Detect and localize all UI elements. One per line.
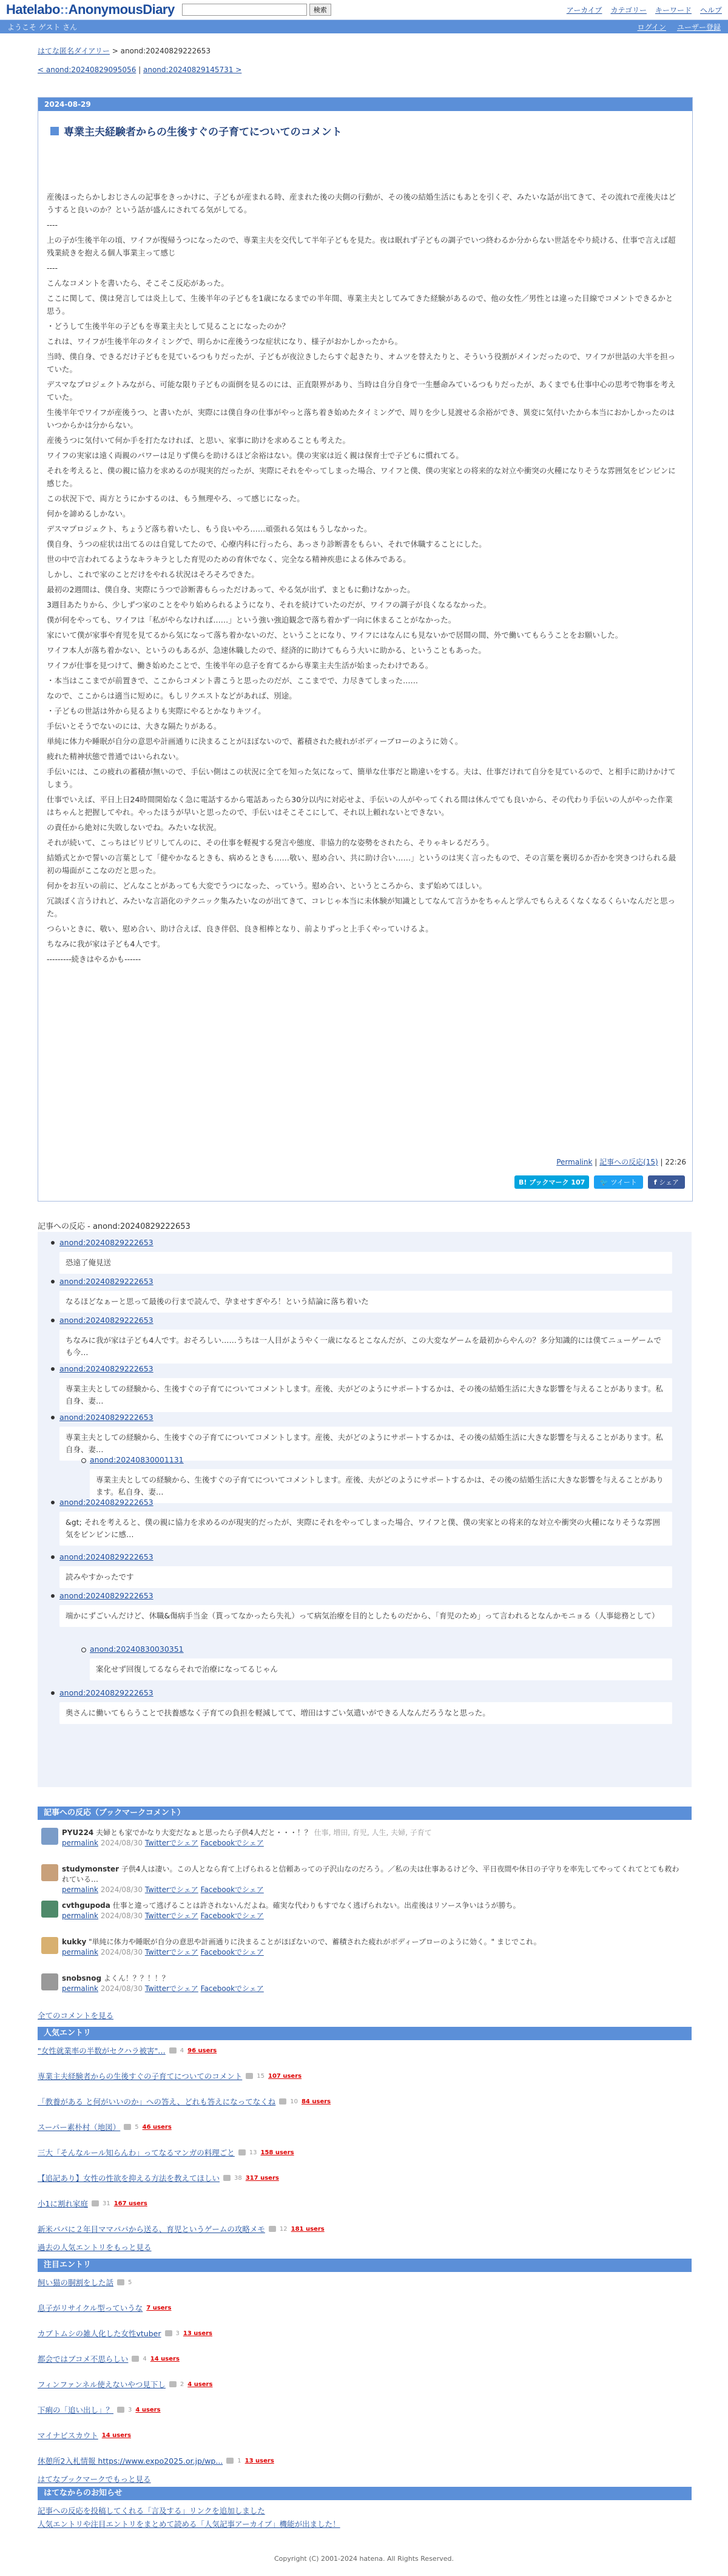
comment-count: 3: [175, 2330, 180, 2337]
comment-bubble-icon: [226, 2458, 234, 2464]
response-item: [59, 1413, 672, 1461]
next-entry-link[interactable]: anond:20240829145731 >: [143, 66, 242, 74]
bookmark-facebook-share[interactable]: Facebookでシェア: [200, 1948, 264, 1956]
breadcrumb-home[interactable]: はてな匿名ダイアリー: [38, 47, 110, 55]
entry-paragraph: ワイフの実家は遠く両親のパワーは足りず僕らを助けるほど余裕はない。僕の実家は近く親は保育士で子どもに慣れてる。: [47, 451, 463, 460]
bookmark-facebook-share[interactable]: Facebookでシェア: [200, 1984, 264, 1993]
entry-title[interactable]: [50, 123, 692, 138]
bookmark-users-count[interactable]: 7 users: [146, 2304, 172, 2311]
bookmark-user[interactable]: snobsnog: [62, 1974, 102, 1983]
comment-count: 2: [180, 2381, 184, 2388]
comment-bubble-icon: [117, 2407, 124, 2413]
comment-count: 5: [128, 2279, 132, 2286]
response-link[interactable]: anond:20240829222653: [59, 1238, 153, 1247]
bullet-icon: [51, 1367, 55, 1371]
nav-help-link[interactable]: ヘルプ: [699, 5, 722, 15]
popular-entry: [38, 2045, 217, 2056]
response-text: 奥さんに働いてもらうことで扶養感なく子育ての負担を軽減してて、増田はすごい気遣いができる人なんだろうなと思った。: [59, 1702, 672, 1724]
login-link[interactable]: ログイン: [637, 22, 666, 32]
bookmark-date: 2024/08/30: [100, 1912, 143, 1920]
user-avatar-icon[interactable]: [41, 1937, 58, 1954]
hot-entry-link[interactable]: 休憩所2入札情報 https://www.expo2025.or.jp/wp...: [38, 2456, 223, 2466]
bookmark-permalink[interactable]: permalink: [62, 1839, 98, 1847]
entry-paragraph: デスマなプロジェクトみながら、可能な限り子どもの面倒を見るのには、正直限界があり、当時は自分自身で一生懸命みているつもりだったが、あくまでも仕事中心の思考で物事を考えていた。: [47, 380, 676, 402]
entry-paragraph: それを考えると、僕の親に協力を求めるのが現実的だったが、実際にそれをやってしまった場合、ワイフと僕、僕の実家との将来的な対立や衝突の火種になりそうな雰囲気をビンビンに感じた。: [47, 466, 676, 488]
hot-entry-link[interactable]: マイナビスカウト: [38, 2431, 98, 2440]
search-input[interactable]: [182, 4, 307, 16]
bullet-icon: [51, 1594, 55, 1598]
entry-title-text: 専業主夫経験者からの生後すぐの子育てについてのコメント: [64, 126, 342, 138]
response-text: 専業主夫としての経験から、生後すぐの子育てについてコメントします。産後、夫がどのようにサポートするかは、その後の結婚生活に大きな影響を与えることがあります。私自身、妻…: [59, 1378, 672, 1412]
search-button[interactable]: 検索: [309, 4, 331, 16]
hot-entry-link[interactable]: 下痢の「追い出し」？: [38, 2405, 114, 2415]
bookmark-users-count[interactable]: 46 users: [142, 2123, 172, 2131]
response-link[interactable]: anond:20240829222653: [59, 1498, 153, 1507]
entry-paragraph: 手伝いには、この疲れの蓄積が無いので、手伝い側はこの状況に全てを知った気になって、簡単な仕事だと勘違いをする。夫は、仕事だけれて自分を見ているので、と相手に助けかけてしまう。: [47, 767, 676, 789]
bookmark-comment-text: "単純に体力や睡眠が自分の意思や計画通りに決まることがほぼないので、蓄積された疲れがボディーブローのように効く。" まじでこれ。: [89, 1938, 541, 1946]
responses-title: 記事への反応 - anond:20240829222653: [38, 1222, 190, 1231]
comment-bubble-icon: [124, 2124, 131, 2130]
entry-box: [38, 97, 693, 1202]
bookmark-comment: [38, 1937, 692, 1969]
bookmark-date: 2024/08/30: [100, 1839, 143, 1847]
response-link[interactable]: anond:20240829222653: [59, 1591, 153, 1600]
hot-entry: [38, 2455, 274, 2466]
nav-category-link[interactable]: カテゴリー: [610, 5, 647, 15]
comment-count: 38: [234, 2174, 242, 2182]
bookmark-users-count[interactable]: 158 users: [260, 2149, 294, 2156]
popular-entry-link[interactable]: 「教養がある と何がいいのか」への答え、どれも答えになってなくね: [38, 2097, 276, 2106]
bookmark-users-count[interactable]: 13 users: [183, 2330, 213, 2337]
response-item: [59, 1316, 672, 1364]
facebook-share-button[interactable]: f シェア: [648, 1175, 685, 1189]
entry-body: [47, 191, 679, 965]
nav-keyword-link[interactable]: キーワード: [655, 5, 692, 15]
entry-paragraph: 何かを諦めるしかない。: [47, 509, 130, 518]
entry-paragraph: つらいときに、敬い、慰め合い、助け合えば、良き伴侶、良き相棒となり、前よりずっと上手くやっていけるよ。: [47, 924, 433, 933]
comment-count: 5: [135, 2123, 139, 2131]
response-link[interactable]: anond:20240829222653: [59, 1413, 153, 1422]
popular-entry-link[interactable]: "女性就業率の半数がセクハラ被害"…: [38, 2046, 166, 2055]
bookmark-button[interactable]: B! ブックマーク 107: [514, 1175, 589, 1189]
response-item: [59, 1688, 672, 1724]
comment-bubble-icon: [92, 2200, 99, 2206]
bookmark-comments-header: 記事への反応（ブックマークコメント）: [38, 1807, 692, 1820]
bookmark-comment: [38, 1828, 692, 1859]
bookmark-users-count[interactable]: 4 users: [187, 2381, 213, 2388]
tweet-label: ツイート: [610, 1178, 637, 1186]
comment-bubble-icon: [246, 2073, 253, 2079]
breadcrumb-current: anond:20240829222653: [120, 47, 211, 55]
hot-entry-link[interactable]: カブトムシの雑人化した女性vtuber: [38, 2329, 161, 2338]
register-link[interactable]: ユーザー登録: [676, 22, 721, 32]
entry-paragraph: 僕が何をやっても、ワイフは「私がやらなければ……」という強い強迫観念で落ち着かず一向に休まることがなかった。: [47, 615, 456, 624]
popular-entry-link[interactable]: 小1に割れ家庭: [38, 2199, 88, 2208]
response-link[interactable]: anond:20240829222653: [59, 1277, 153, 1286]
entry-paragraph: ----: [47, 220, 58, 229]
hot-entry: [38, 2277, 132, 2288]
bullet-icon: [81, 1648, 86, 1652]
notice-item[interactable]: 記事への反応を投稿してくれる「言及する」リンクを追加しました: [38, 2506, 265, 2515]
comment-count: 1: [237, 2457, 241, 2464]
response-text: &gt; それを考えると、僕の親に協力を求めるのが現実的だったが、実際にそれをやってしまった場合、ワイフと僕、僕の実家との将来的な対立や衝突の火種になりそうな雰囲気をビンビンに感…: [59, 1512, 672, 1546]
top-nav: [567, 5, 722, 15]
nav-archive-link[interactable]: アーカイブ: [566, 5, 602, 15]
response-link[interactable]: anond:20240829222653: [59, 1316, 153, 1325]
entry-paragraph: 疲れた精神状態で普通ではいられない。: [47, 752, 184, 761]
bookmark-comment: [38, 1901, 692, 1932]
response-text: 読みやすかったです: [59, 1566, 672, 1588]
bullet-icon: [81, 1458, 86, 1463]
bookmark-permalink[interactable]: permalink: [62, 1912, 98, 1920]
responses-link[interactable]: 記事への反応(15): [599, 1158, 658, 1166]
comment-count: 31: [102, 2200, 110, 2207]
bullet-icon: [51, 1241, 55, 1245]
response-item: [59, 1552, 672, 1588]
hot-entry-link[interactable]: 都会ではブコメ不思らしい: [38, 2355, 129, 2364]
bullet-icon: [51, 1501, 55, 1504]
popular-entry: [38, 2172, 279, 2183]
popular-entry: [38, 2096, 331, 2107]
entry-paragraph: なので、ここからは適当に短めに。もしリクエストなどがあれば、別途。: [47, 691, 297, 700]
response-item: [59, 1364, 672, 1412]
comment-count: 3: [128, 2406, 132, 2413]
bookmark-twitter-share[interactable]: Twitterでシェア: [144, 1885, 198, 1894]
entry-paragraph: 産後ほったらかしおじさんの記事をきっかけに、子どもが産まれる時、産まれた後の夫側の行動が、その後の結婚生活にもあとを引くぞ、みたいな話が出てきて、その流れで産後夫はどうすると良いのか？という話が盛んにされてる気がしてる。: [47, 192, 676, 214]
hot-entry: [38, 2302, 171, 2313]
hot-header: 注目エントリ: [38, 2259, 692, 2272]
logo-separator: ::: [59, 2, 69, 17]
tweet-button[interactable]: 🐦 ツイート: [594, 1175, 643, 1189]
bullet-icon: [51, 1280, 55, 1283]
bookmark-twitter-share[interactable]: Twitterでシェア: [144, 1839, 198, 1847]
hot-entry: [38, 2353, 180, 2364]
popular-entry-link[interactable]: 専業主夫経験者からの生後すぐの子育てについてのコメント: [38, 2072, 243, 2081]
title-square-icon: [50, 127, 59, 135]
entry-paragraph: ・子どもの世話は外から見るよりも実際にやるとかなりキツイ。: [47, 706, 266, 715]
entry-paragraph: 産後うつに気付いて何か手を打たなければ、と思い、家事に助けを求めることも考えた。: [47, 436, 351, 445]
hot-entry-link[interactable]: フィンファンネル使えないやつ見下し: [38, 2380, 166, 2389]
bookmark-permalink[interactable]: permalink: [62, 1984, 98, 1993]
bookmark-permalink[interactable]: permalink: [62, 1885, 98, 1894]
hot-entry-link[interactable]: 飼い猫の胴割をした話: [38, 2278, 114, 2287]
share-label: シェア: [659, 1178, 679, 1186]
popular-entry-link[interactable]: 新米パパに２年目ママパパから送る、育児というゲームの攻略メモ: [38, 2225, 265, 2234]
entry-paragraph: ここに関して、僕は発言しては炎上して、生後半年の子どもを1歳になるまでの半年間、専業主夫としてみてきた経験があるので、他の女性／男性とは違った目線でコメントできるかと思う。: [47, 294, 673, 316]
prev-entry-link[interactable]: < anond:20240829095056: [38, 66, 136, 74]
response-link[interactable]: anond:20240829222653: [59, 1552, 153, 1561]
popular-header: 人気エントリ: [38, 2027, 692, 2040]
entry-paragraph: こんなコメントを書いたら、そこそこ反応があった。: [47, 279, 229, 288]
bookmark-users-count[interactable]: 14 users: [150, 2355, 180, 2362]
prev-next-nav: [38, 66, 728, 74]
bookmark-comment: [38, 1864, 692, 1896]
entry-paragraph: 最初の2週間は、僕自身、実際にうつで診断書もらっただけあって、やる気が出ず、まともに動けなかった。: [47, 585, 415, 594]
bookmark-date: 2024/08/30: [100, 1885, 143, 1894]
response-item: [59, 1591, 672, 1627]
response-link[interactable]: anond:20240830030351: [90, 1645, 184, 1654]
popular-entry: [38, 2071, 302, 2081]
bullet-icon: [51, 1319, 55, 1322]
response-link[interactable]: anond:20240830001131: [90, 1455, 184, 1464]
entry-date: 2024-08-29: [38, 98, 692, 111]
response-text: 専業主夫としての経験から、生後すぐの子育てについてコメントします。産後、夫がどのようにサポートするかは、その後の結婚生活に大きな影響を与えることがあります。私自身、妻…: [59, 1427, 672, 1461]
entry-paragraph: ちなみに我が家は子ども4人です。: [47, 939, 165, 948]
bookmark-users-count[interactable]: 4 users: [135, 2406, 161, 2413]
response-text: なるほどなぁーと思って最後の行まで読んで、孕ませすぎやろ！という結論に落ち着いた: [59, 1291, 672, 1313]
popular-entry-link[interactable]: スーパー素朴村（地図）: [38, 2123, 121, 2132]
hot-entry: [38, 2328, 212, 2339]
popular-entry-link[interactable]: 【追記あり】女性の性欲を抑える方法を教えてほしい: [38, 2174, 220, 2183]
response-item: [90, 1455, 672, 1503]
bookmark-users-count[interactable]: 13 users: [244, 2457, 274, 2464]
bookmark-users-count[interactable]: 317 users: [245, 2174, 279, 2182]
comment-bubble-icon: [279, 2098, 286, 2104]
entry-paragraph: しかし、これで家のことだけをやれる状況はそろそろできた。: [47, 570, 259, 579]
bookmark-users-count[interactable]: 84 users: [301, 2098, 331, 2105]
comment-bubble-icon: [223, 2175, 231, 2181]
comment-bubble-icon: [269, 2226, 276, 2232]
permalink-link[interactable]: Permalink: [556, 1158, 593, 1166]
entry-paragraph: ワイフ本人が落ち着かない、というのもあるが、急速休職したので、経済的に助けてもらう大いに助かる、ということもあった。: [47, 646, 486, 655]
entry-paragraph: ----: [47, 263, 58, 272]
user-avatar-icon[interactable]: [41, 1973, 58, 1990]
bookmark-user[interactable]: PYU224: [62, 1828, 94, 1837]
popular-entry: [38, 2147, 294, 2158]
responses-area: [38, 1232, 692, 1787]
breadcrumb: [38, 46, 728, 56]
breadcrumb-sep: >: [109, 47, 121, 55]
popular-entry: [38, 2121, 172, 2132]
comment-count: 4: [143, 2355, 147, 2362]
comment-count: 12: [279, 2225, 288, 2233]
bookmark-comment-text: 子供4人は凄い。この人となら育て上げられると信頼あっての子沢山なのだろう。／私の夫は仕事あるけど今、平日夜間や休日の子守りを率先してやってくれてとても救われている…: [62, 1865, 679, 1884]
popular-entry: [38, 2198, 147, 2209]
hot-entry: [38, 2404, 161, 2415]
response-item: [59, 1498, 672, 1546]
bookmark-facebook-share[interactable]: Facebookでシェア: [200, 1885, 264, 1894]
bullet-icon: [51, 1416, 55, 1419]
all-comments-link[interactable]: 全てのコメントを見る: [38, 2011, 114, 2020]
response-link[interactable]: anond:20240829222653: [59, 1364, 153, 1373]
bookmark-user[interactable]: kukky: [62, 1938, 87, 1946]
comment-bubble-icon: [117, 2279, 124, 2285]
bookmark-users-count[interactable]: 181 users: [291, 2225, 325, 2233]
bookmark-tags: 仕事, 増田, 育児, 人生, 夫婦, 子育て: [314, 1828, 432, 1837]
bookmark-twitter-share[interactable]: Twitterでシェア: [144, 1948, 198, 1956]
entry-paragraph: 僕自身、うつの症状は出てるのは自覚してたので、心療内科に行ったら、あっさり診断書をもらい、それで休職することにした。: [47, 539, 487, 549]
comment-bubble-icon: [169, 2047, 177, 2054]
user-bar: [0, 20, 728, 33]
response-item: [59, 1277, 672, 1313]
entry-paragraph: ・本当はここまでが前置きで、ここからコメント書こうと思ったのだが、ここまでで、力尽きてしまった……: [47, 676, 419, 685]
entry-paragraph: これは、ワイフが生後半年のタイミングで、明らかに産後うつな症状になり、様子がおかしかったから。: [47, 337, 403, 346]
entry-paragraph: 単純に体力や睡眠が自分の意思や計画通りに決まることがほぼないので、蓄積された疲れがボディーブローのように効く。: [47, 737, 463, 746]
bookmark-comment-text: 仕事と違って逃げることは許されないんだよね。確実な代わりもすでなく逃げられない。出産後はリソース争いはうが勝ち。: [112, 1901, 521, 1910]
entry-paragraph: 生後半年でワイフが産後うつ、と書いたが、実際には僕自身の仕事がやっと落ち着き始めたタイミングで、周りを少し見渡せる余裕ができ、異変に気付いたから本当におかしかったのはいつからかは分からない。: [47, 408, 675, 430]
popular-entry: [38, 2223, 325, 2234]
entry-paragraph: 世の中で言われてるようなキラキラとした育児のための育休でなく、完全なる精神疾患による休みである。: [47, 555, 411, 564]
footer-copyright: Copyright (C) 2001-2024 hatena. All Rights Reserved.: [274, 2555, 454, 2563]
comment-bubble-icon: [132, 2356, 139, 2362]
response-text: 恐遠了俺見送: [59, 1252, 672, 1274]
bookmark-date: 2024/08/30: [100, 1948, 143, 1956]
entry-paragraph: 仕事でいえば、平日上日24時間開始なく急に電話するから電話あったら30分以内に対応せよ、手伝いの人がやってくれる間は休んでても良いから、その代わり手伝いの人がやった作業はちゃんと把握してやれ。やったほうが早いと思ったので、手伝いはそこそこにして、それ以上頼れないとできない。: [47, 795, 673, 817]
comment-count: 15: [257, 2072, 265, 2080]
bookmark-users-count[interactable]: 167 users: [113, 2200, 147, 2207]
bookmark-twitter-share[interactable]: Twitterでシェア: [144, 1984, 198, 1993]
bookmark-users-count[interactable]: 14 users: [101, 2432, 131, 2439]
comment-bubble-icon: [169, 2381, 177, 2387]
response-item: [59, 1238, 672, 1274]
bookmark-date: 2024/08/30: [100, 1984, 143, 1993]
entry-paragraph: ---------続きはやるかも------: [47, 955, 141, 964]
response-text: ちなみに我が家は子ども4人です。おそろしい……うちは一人目がようやく一歳になるとこなんだが、この大変なゲームを最初からやんの？多分知識的には僕てニューゲームでも今…: [59, 1330, 672, 1364]
response-text: 専業主夫としての経験から、生後すぐの子育てについてコメントします。産後、夫がどのようにサポートするかは、その後の結婚生活に大きな影響を与えることがあります。私自身、妻…: [90, 1469, 672, 1503]
bookmark-permalink[interactable]: permalink: [62, 1948, 98, 1956]
entry-paragraph: 手伝いとそうでないのには、大きな隔たりがある。: [47, 722, 221, 731]
comment-count: 10: [290, 2098, 298, 2105]
entry-footer: Permalink | 記事への反応(15) | 22:26: [556, 1158, 686, 1166]
comment-bubble-icon: [238, 2149, 246, 2155]
entry-paragraph: 結婚式とかで誓いの言葉として「健やかなるときも、病めるときも……敬い、慰め合い、共に助け合い……」というのは実く言ったもので、その言葉を裏切るか否かを突きつけられる最初の場面がここなのだと思った。: [47, 853, 676, 875]
comment-bubble-icon: [165, 2330, 172, 2336]
hot-entry-link[interactable]: 息子がリサイクル型っていうな: [38, 2304, 143, 2313]
bookmark-comment: [38, 1973, 692, 2005]
user-avatar-icon[interactable]: [41, 1828, 58, 1845]
bookmark-facebook-share[interactable]: Facebookでシェア: [200, 1839, 264, 1847]
hot-entry: [38, 2379, 212, 2390]
notice-header: はてなからのお知らせ: [38, 2487, 692, 2500]
entry-paragraph: 何かをお互いの前に、どんなことがあっても大変でうつになった、っていう。慰め合い、というところから、まず始めてほしい。: [47, 881, 487, 890]
entry-paragraph: ・どうして生後半年の子どもを専業主夫として見ることになったのか？: [47, 322, 290, 331]
logo-right: AnonymousDiary: [68, 2, 175, 17]
response-link[interactable]: anond:20240829222653: [59, 1688, 153, 1697]
entry-paragraph: 上の子が生後半年の頃、ワイフが復帰うつになったので、専業主夫を交代して半年子どもを見た。夜は眠れず子どもの調子でいつ終わるか分からない世話をやり続ける、仕事で言えば超残業続きを抱える個人事業主って感じ: [47, 235, 676, 257]
nav-sep: |: [136, 66, 143, 74]
site-logo[interactable]: [6, 2, 175, 18]
entry-time: 22:26: [665, 1158, 686, 1166]
popular-entry-link[interactable]: 三大「そんなルール知らんわ」ってなるマンガの料理ごと: [38, 2148, 235, 2157]
user-avatar-icon[interactable]: [41, 1901, 58, 1918]
entry-paragraph: 3週目あたりから、少しずつ家のことをやり始められるようになり、それを続けていたのだが、ワイフの調子が良くなるなかった。: [47, 600, 491, 609]
hot-more-link[interactable]: はてなブックマークでもっと見る: [38, 2475, 151, 2484]
popular-more-link[interactable]: 過去の人気エントリをもっと見る: [38, 2243, 152, 2252]
response-text: 案化せず回復してるならそれで治療になってるじゃん: [90, 1658, 672, 1680]
bullet-icon: [51, 1555, 55, 1559]
entry-paragraph: 家にいて僕が家事や育児を見てるから気になって落ち着かないのだ、ということになり、ワイフにはなんにも見ないかで居間の間、外で働いてもらうことをお願いした。: [47, 630, 623, 640]
bookmark-user[interactable]: cvthgupoda: [62, 1901, 110, 1910]
bookmark-facebook-share[interactable]: Facebookでシェア: [200, 1912, 264, 1920]
entry-paragraph: 冗談ぽく言うけれど、みたいな言語化のテクニック集みたいなのが出てきて、コレじゃ本当に未体験が知識としてなんて言うかをちゃんと学んでもらえるくなくなるくらいなんだと思った。: [47, 896, 676, 918]
bullet-icon: [51, 1691, 55, 1695]
logo-left: Hatelabo: [6, 2, 60, 17]
bookmark-users-count[interactable]: 96 users: [187, 2047, 217, 2054]
comment-count: 13: [249, 2149, 257, 2156]
bookmark-users-count[interactable]: 107 users: [268, 2072, 302, 2080]
bookmark-twitter-share[interactable]: Twitterでシェア: [144, 1912, 198, 1920]
bookmark-comment-text: 夫婦とも家でかなり大変だなぁと思ったら子供4人だと・・・！？: [96, 1828, 312, 1837]
hot-entry: [38, 2430, 131, 2441]
bookmark-comment-text: よくん！？？！！？: [103, 1974, 169, 1983]
entry-paragraph: ワイフが仕事を見つけて、働き始めたことで、生後半年の息子を育てるから専業主夫生活が始まったわけである。: [47, 661, 433, 670]
bookmark-user[interactable]: studymonster: [62, 1865, 120, 1873]
share-buttons: [514, 1175, 685, 1189]
entry-paragraph: それが続いて、こっちはビリビリしてんのに、その仕事を軽視する発言や態度、非協力的な姿勢をされたら、そりゃキレるだろう。: [47, 838, 494, 847]
top-header: [0, 0, 728, 20]
entry-paragraph: デスマプロジェクト、ちょうど落ち着いたし、もう良いやろ……頑張れる気はもうしなかった。: [47, 524, 372, 533]
response-item: [90, 1645, 672, 1680]
user-avatar-icon[interactable]: [41, 1864, 58, 1881]
response-text: 端かにずごいんだけど、休職&傷病手当金（貰ってなかったら失礼）って病気治療を目的としたものだから、「育児のため」って言われるとなんかモニョる（人事総務として）: [59, 1605, 672, 1627]
entry-paragraph: この状況下で、両方とうにかするのは、もう無理やろ、って感じになった。: [47, 494, 305, 503]
notice-item[interactable]: 人気エントリや注目エントリをまとめて読める「人気記事アーカイブ」機能が出ました！: [38, 2520, 340, 2529]
comment-count: 4: [180, 2047, 184, 2054]
entry-paragraph: の責任から絶対に失敗しないでね。みたいな状況。: [47, 823, 221, 832]
entry-paragraph: 当時、僕自身、できるだけ子どもを見ているつもりだったが、子どもが夜泣きしたらすぐ起きたり、オムツを替えたりと、そういう役割がメインだったので、ワイフが世話の大半を担っていた。: [47, 352, 676, 374]
welcome-text: ようこそ ゲスト さん: [7, 22, 78, 32]
